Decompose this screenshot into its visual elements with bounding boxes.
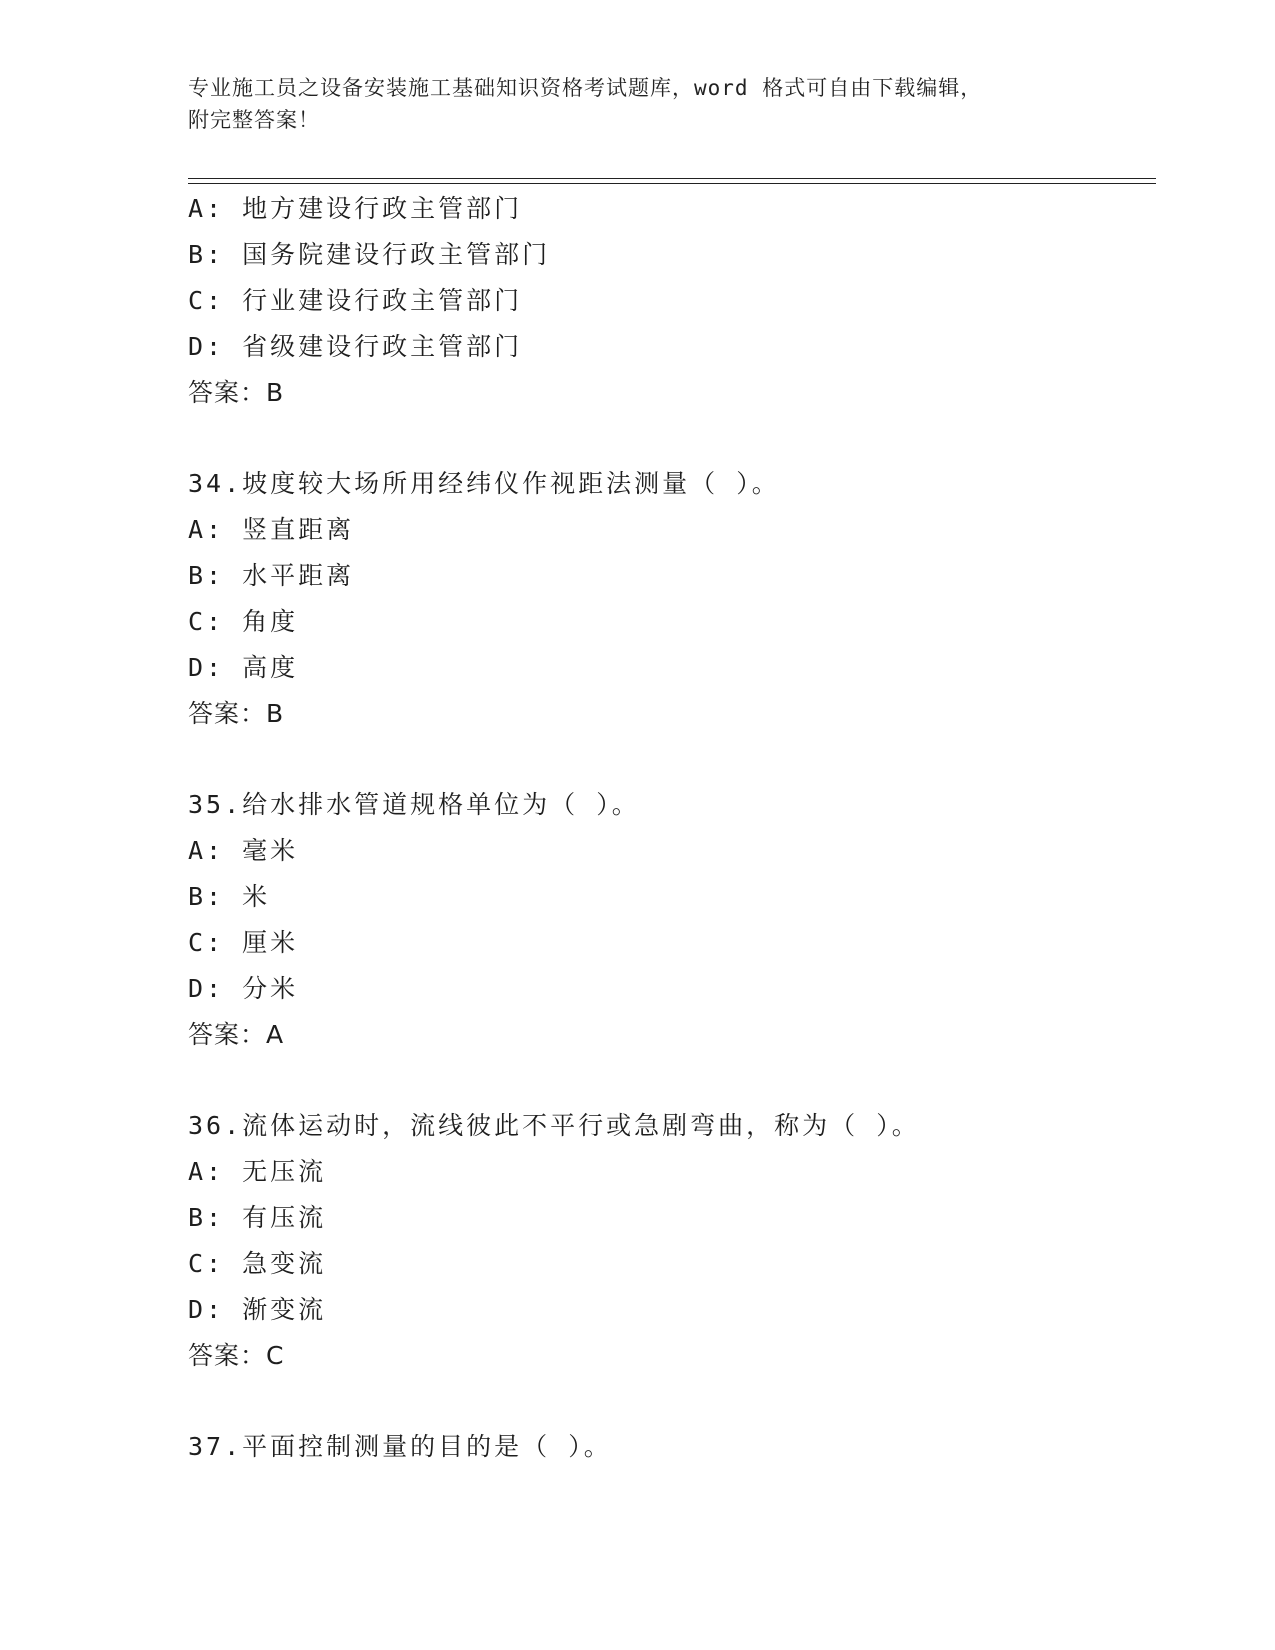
question-block-35 — [188, 782, 1148, 1058]
question-text: 36.流体运动时，流线彼此不平行或急剧弯曲，称为（ ）。 — [188, 1111, 920, 1140]
header-line-1: 专业施工员之设备安装施工基础知识资格考试题库，word 格式可自由下载编辑， — [188, 76, 983, 100]
option-c: C: 角度 — [188, 607, 299, 636]
answer-line: 答案：C — [188, 1341, 285, 1370]
option-d: D: 渐变流 — [188, 1295, 327, 1324]
answer-line: 答案：A — [188, 1020, 285, 1049]
option-c: C: 行业建设行政主管部门 — [188, 286, 523, 315]
option-b: B: 国务院建设行政主管部门 — [188, 240, 551, 269]
option-d: D: 分米 — [188, 974, 299, 1003]
option-d: D: 省级建设行政主管部门 — [188, 332, 523, 361]
option-d: D: 高度 — [188, 653, 299, 682]
option-a: A: 无压流 — [188, 1157, 327, 1186]
question-list — [188, 186, 1148, 1470]
header-divider-top — [188, 178, 1156, 179]
question-text: 35.给水排水管道规格单位为（ ）。 — [188, 790, 640, 819]
option-a: A: 毫米 — [188, 836, 299, 865]
question-block-37 — [188, 1424, 1148, 1470]
option-a: A: 竖直距离 — [188, 515, 355, 544]
question-text: 37.平面控制测量的目的是（ ）。 — [188, 1432, 612, 1461]
header-line-2: 附完整答案！ — [188, 108, 320, 132]
question-text: 34.坡度较大场所用经纬仪作视距法测量（ ）。 — [188, 469, 780, 498]
header-divider-bottom — [188, 183, 1156, 184]
option-c: C: 急变流 — [188, 1249, 327, 1278]
option-c: C: 厘米 — [188, 928, 299, 957]
question-block-36 — [188, 1103, 1148, 1379]
option-b: B: 米 — [188, 882, 271, 911]
option-b: B: 水平距离 — [188, 561, 355, 590]
question-block-34 — [188, 461, 1148, 737]
question-block-33 — [188, 186, 1148, 416]
option-a: A: 地方建设行政主管部门 — [188, 194, 523, 223]
document-header — [188, 72, 1068, 136]
option-b: B: 有压流 — [188, 1203, 327, 1232]
answer-line: 答案：B — [188, 699, 285, 728]
answer-line: 答案：B — [188, 378, 285, 407]
